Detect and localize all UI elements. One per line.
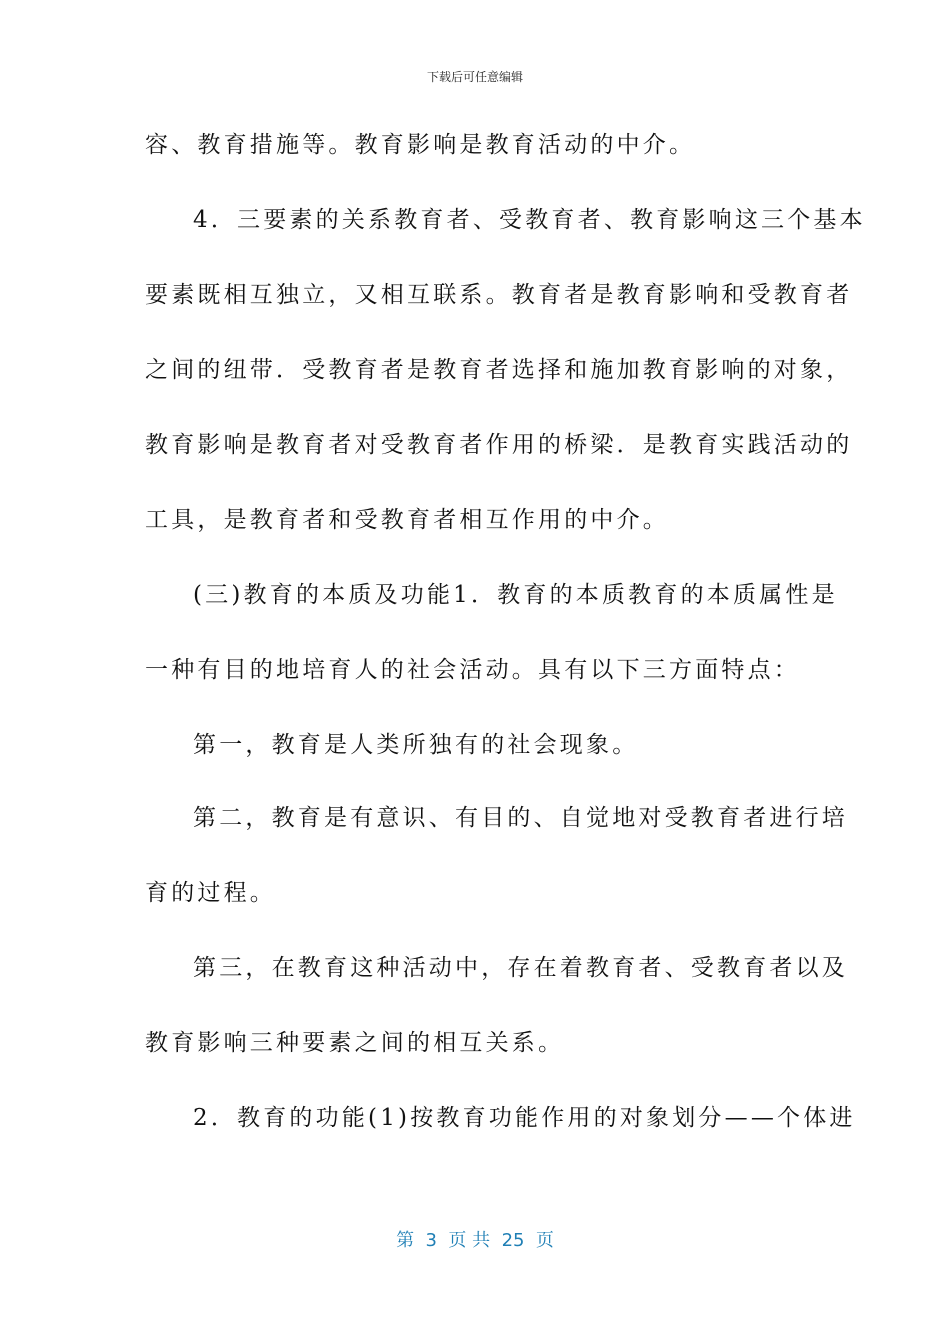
text-line: 之间的纽带．受教育者是教育者选择和施加教育影响的对象，	[145, 357, 853, 383]
text-line: 教育影响三种要素之间的相互关系。	[145, 1030, 565, 1056]
text-line: (三)教育的本质及功能1．教育的本质教育的本质属性是	[193, 582, 838, 608]
text-line: 第二，教育是有意识、有目的、自觉地对受教育者进行培	[193, 805, 848, 831]
text-line: 要素既相互独立，又相互联系。教育者是教育影响和受教育者	[145, 282, 853, 308]
text-line: 第三，在教育这种活动中，存在着教育者、受教育者以及	[193, 955, 848, 981]
text-line: 一种有目的地培育人的社会活动。具有以下三方面特点：	[145, 657, 800, 683]
text-line: 容、教育措施等。教育影响是教育活动的中介。	[145, 132, 696, 158]
text-line: 教育影响是教育者对受教育者作用的桥梁．是教育实践活动的	[145, 432, 853, 458]
header-note: 下载后可任意编辑	[426, 70, 523, 84]
text-line: 育的过程。	[145, 880, 276, 906]
text-line: 4．三要素的关系教育者、受教育者、教育影响这三个基本	[193, 207, 866, 233]
text-line: 第一，教育是人类所独有的社会现象。	[193, 732, 639, 758]
text-line: 工具，是教育者和受教育者相互作用的中介。	[145, 507, 669, 533]
text-line: 2．教育的功能(1)按教育功能作用的对象划分——个体进	[193, 1105, 856, 1131]
page-number-footer: 第 3 页 共 25 页	[396, 1230, 554, 1251]
